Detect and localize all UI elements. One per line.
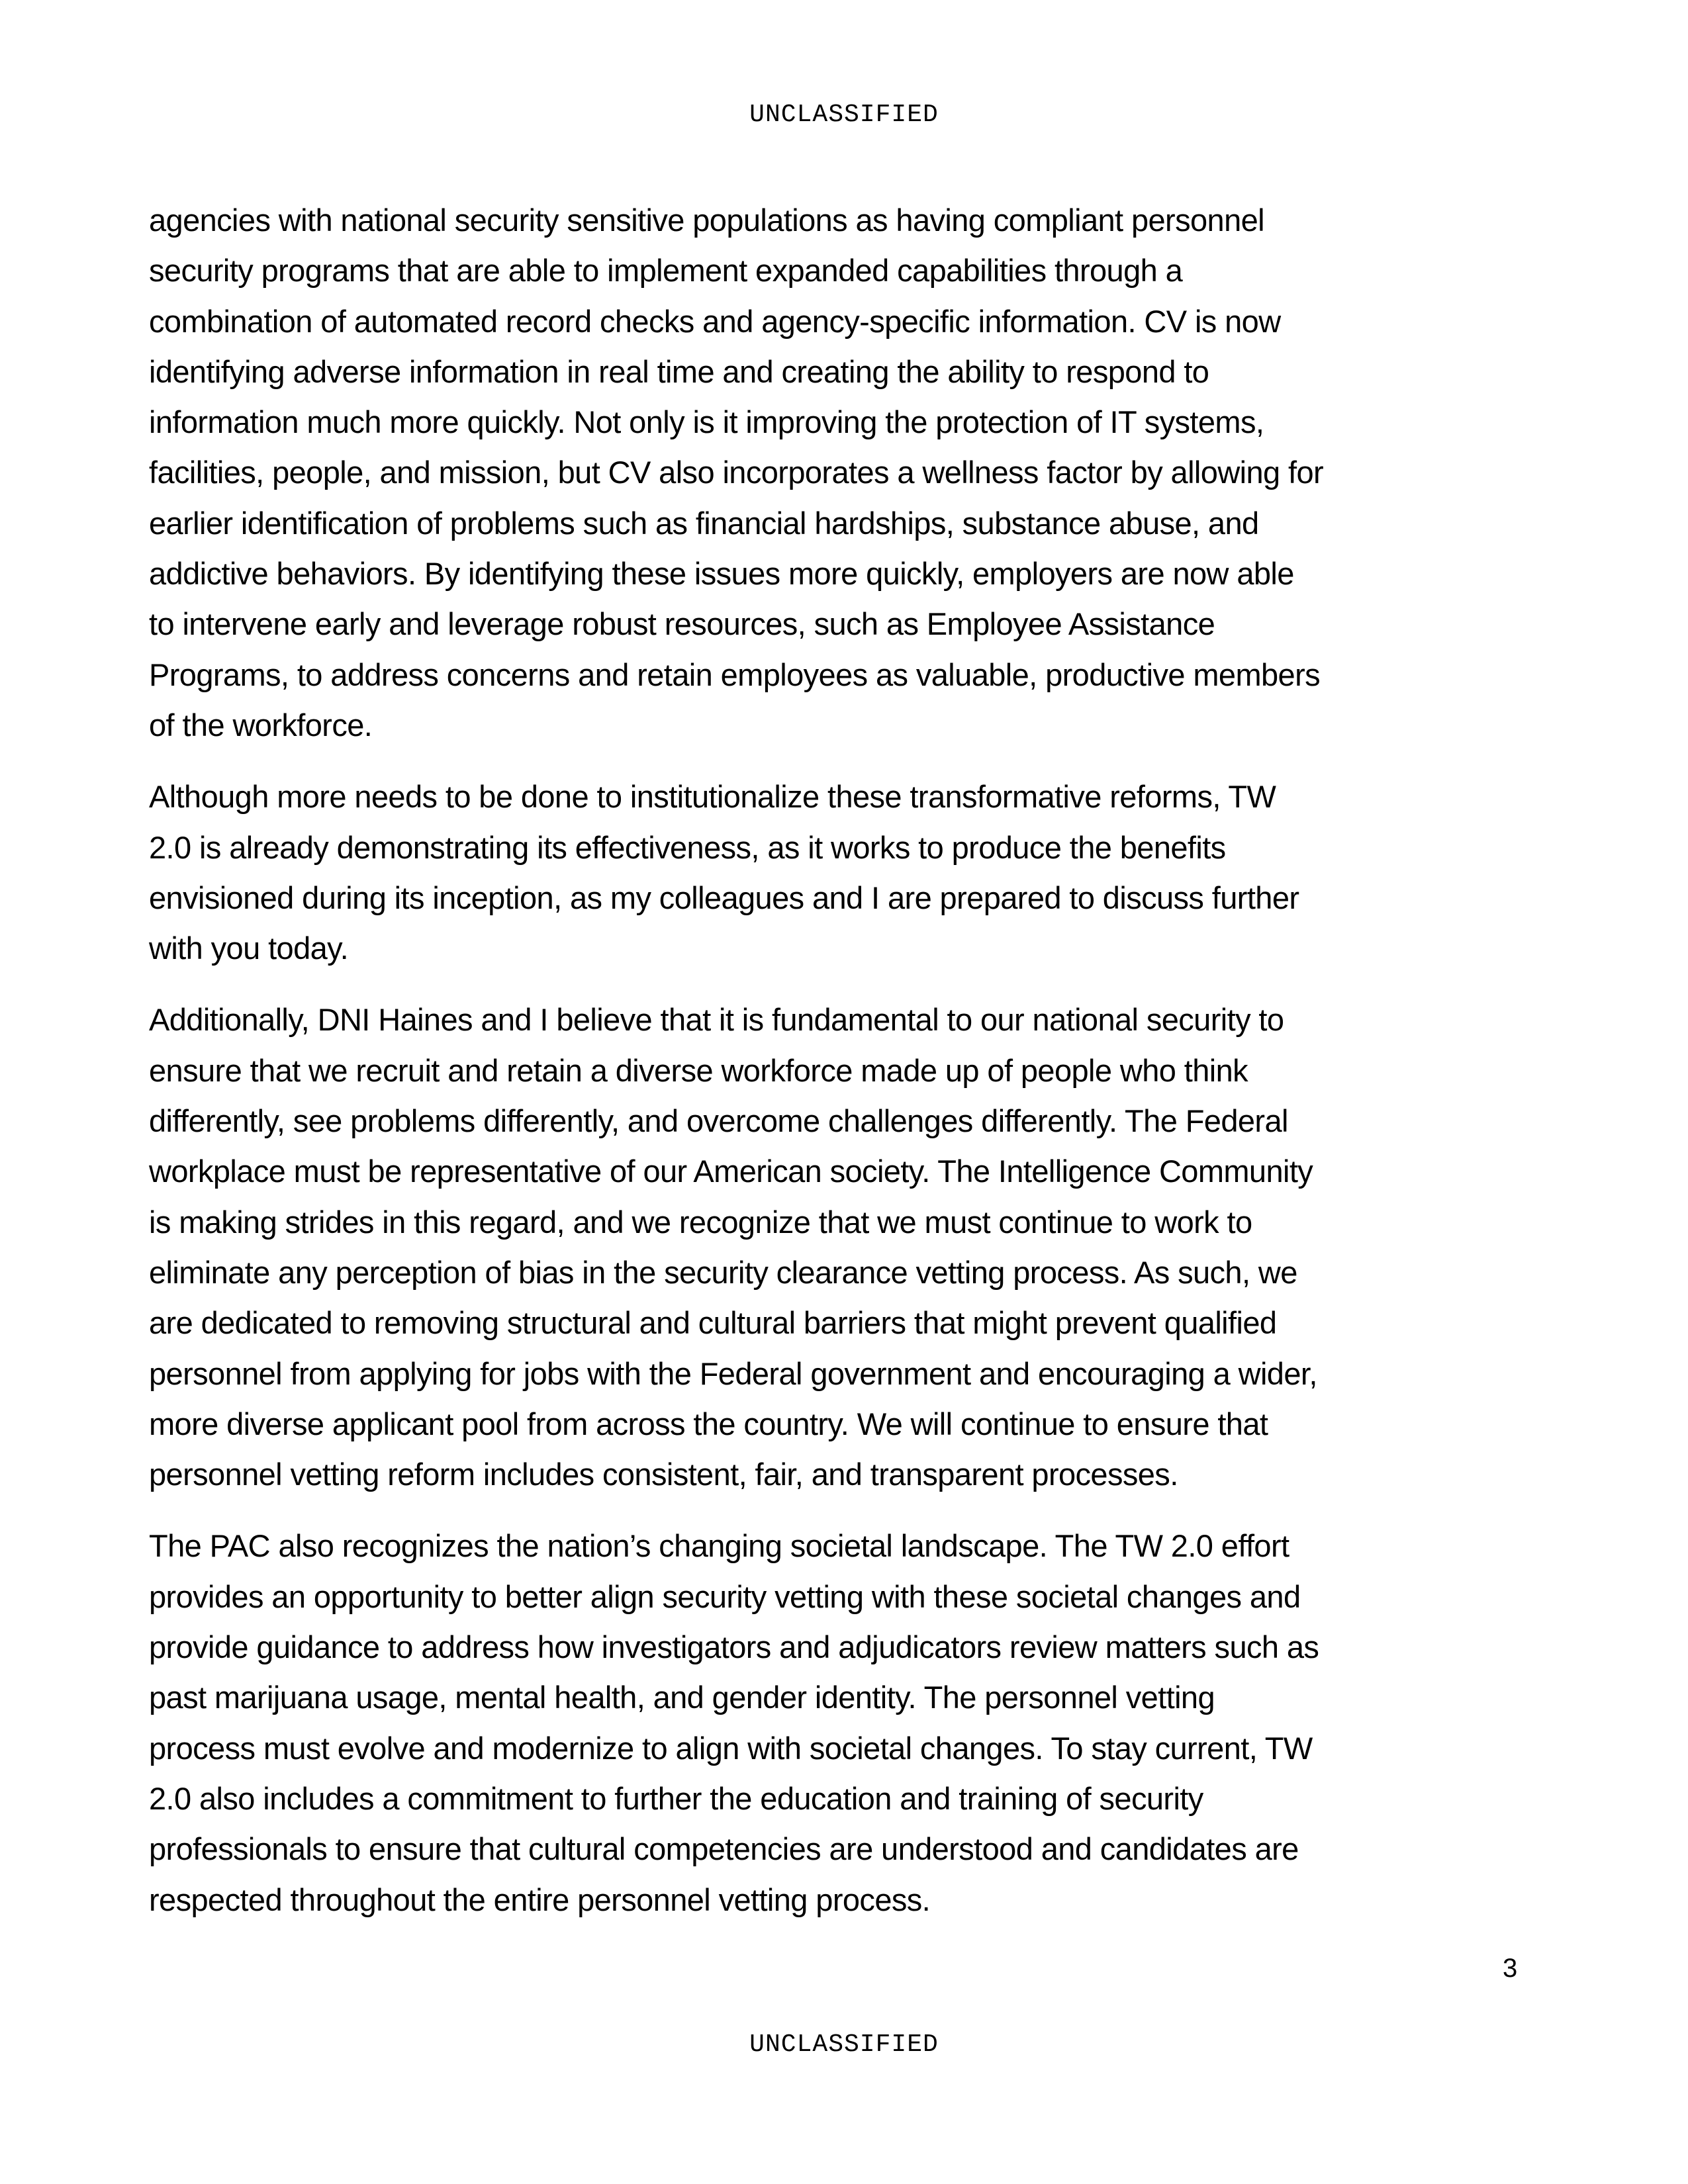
text-line: workplace must be representative of our American society. The Intelligence Community: [149, 1154, 1313, 1189]
text-line: earlier identification of problems such as financial hardships, substance abuse, and: [149, 505, 1259, 541]
document-body: [149, 195, 1552, 1946]
text-line: of the workforce.: [149, 707, 373, 743]
text-line: The PAC also recognizes the nation’s changing societal landscape. The TW 2.0 effort: [149, 1528, 1289, 1564]
text-line: Additionally, DNI Haines and I believe that it is fundamental to our national security to: [149, 1002, 1284, 1038]
text-line: personnel from applying for jobs with the Federal government and encouraging a wider,: [149, 1355, 1317, 1391]
text-line: 2.0 is already demonstrating its effectiveness, as it works to produce the benefits: [149, 829, 1226, 865]
text-line: process must evolve and modernize to align with societal changes. To stay current, TW: [149, 1730, 1313, 1766]
text-line: is making strides in this regard, and we recognize that we must continue to work to: [149, 1204, 1252, 1240]
text-line: identifying adverse information in real time and creating the ability to respond to: [149, 353, 1209, 389]
text-line: agencies with national security sensitive populations as having compliant personnel: [149, 203, 1265, 238]
text-line: ensure that we recruit and retain a diverse workforce made up of people who think: [149, 1052, 1248, 1088]
text-line: addictive behaviors. By identifying these issues more quickly, employers are now able: [149, 556, 1294, 592]
text-line: past marijuana usage, mental health, and gender identity. The personnel vetting: [149, 1680, 1215, 1715]
text-line: envisioned during its inception, as my colleagues and I are prepared to discuss further: [149, 880, 1299, 915]
text-line: differently, see problems differently, and overcome challenges differently. The Federal: [149, 1103, 1288, 1139]
page-number: 3: [1503, 1954, 1518, 1983]
text-line: security programs that are able to implement expanded capabilities through a: [149, 253, 1183, 289]
paragraph: [149, 195, 1552, 751]
text-line: personnel vetting reform includes consistent, fair, and transparent processes.: [149, 1457, 1178, 1492]
text-line: eliminate any perception of bias in the security clearance vetting process. As such, we: [149, 1254, 1297, 1290]
paragraph: [149, 995, 1552, 1500]
classification-footer: UNCLASSIFIED: [749, 2030, 939, 2059]
paragraph: [149, 772, 1552, 974]
text-line: provides an opportunity to better align security vetting with these societal changes and: [149, 1578, 1301, 1614]
text-line: more diverse applicant pool from across the country. We will continue to ensure that: [149, 1406, 1268, 1441]
text-line: facilities, people, and mission, but CV also incorporates a wellness factor by allowing for: [149, 455, 1324, 490]
text-line: provide guidance to address how investigators and adjudicators review matters such as: [149, 1629, 1319, 1665]
text-line: 2.0 also includes a commitment to further the education and training of security: [149, 1780, 1203, 1816]
text-line: combination of automated record checks and agency-specific information. CV is now: [149, 303, 1281, 339]
text-line: with you today.: [149, 931, 349, 966]
text-line: are dedicated to removing structural and cultural barriers that might prevent qualified: [149, 1305, 1277, 1341]
text-line: information much more quickly. Not only is it improving the protection of IT systems,: [149, 404, 1264, 440]
text-line: Although more needs to be done to institutionalize these transformative reforms, TW: [149, 779, 1276, 815]
classification-header: UNCLASSIFIED: [749, 101, 939, 129]
text-line: Programs, to address concerns and retain employees as valuable, productive members: [149, 657, 1321, 692]
text-line: professionals to ensure that cultural competencies are understood and candidates are: [149, 1831, 1299, 1867]
text-line: respected throughout the entire personnel vetting process.: [149, 1882, 931, 1917]
text-line: to intervene early and leverage robust resources, such as Employee Assistance: [149, 606, 1215, 642]
paragraph: [149, 1521, 1552, 1925]
